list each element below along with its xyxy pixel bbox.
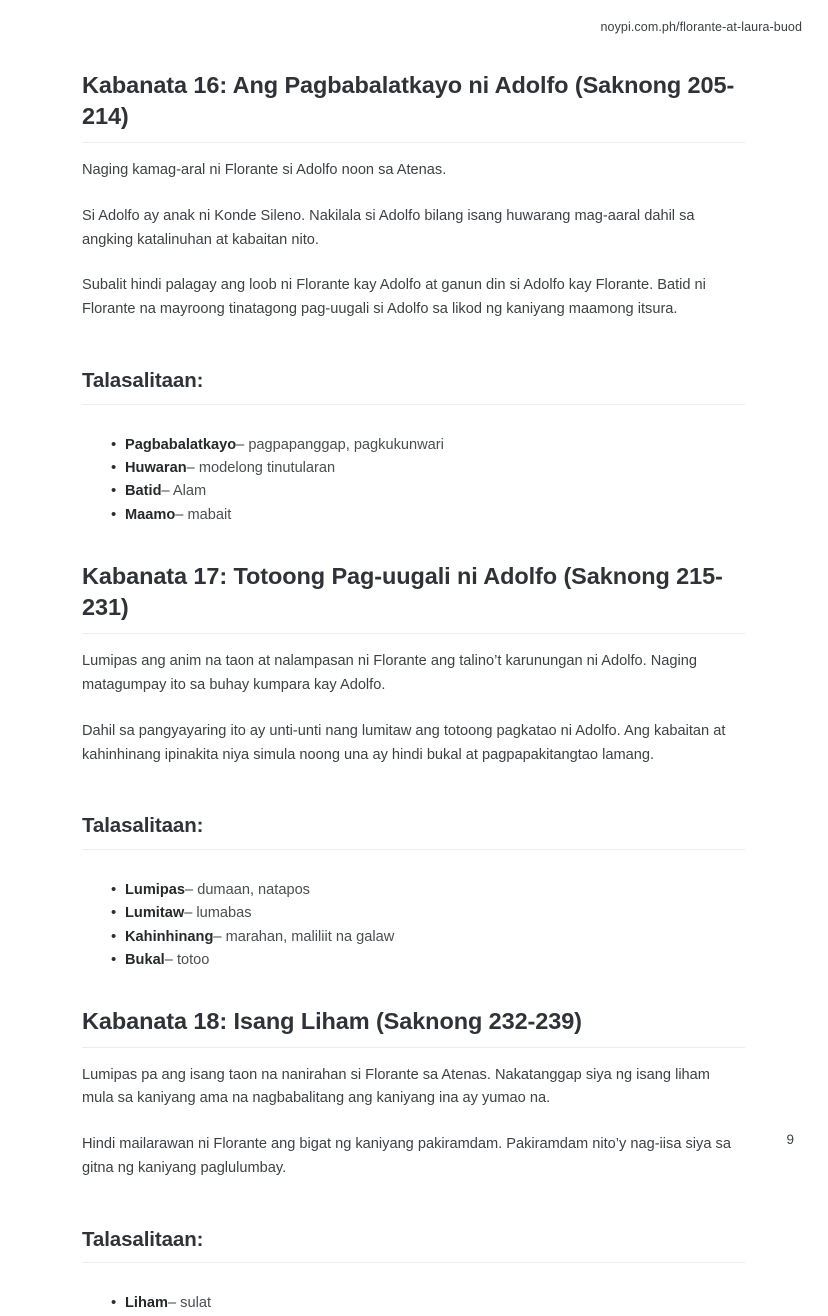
list-item [82, 480, 745, 503]
vocabulary-term: Kahinhinang [125, 928, 214, 945]
term-separator: – [213, 928, 222, 945]
chapter-section-16 [82, 70, 745, 527]
spacer [82, 527, 745, 561]
paragraph: Lumipas pa ang isang taon na nanirahan si Florante sa Atenas. Nakatanggap siya ng isang liham mula sa kaniyang ama na nagbabalitang ang kaniyang ina ay yumao na. [82, 1066, 710, 1107]
spacer [82, 973, 745, 1006]
chapter-heading: Kabanata 16: Ang Pagbabalatkayo ni Adolfo (Saknong 205-214) [82, 72, 735, 130]
vocabulary-list [82, 879, 745, 972]
vocabulary-definition: pagpapanggap, pagkukunwari [248, 436, 444, 453]
vocabulary-term: Huwaran [125, 459, 187, 476]
vocabulary-definition: modelong tinutularan [198, 459, 336, 476]
vocabulary-term: Lumitaw [125, 905, 185, 922]
vocabulary-definition: totoo [176, 952, 210, 969]
heading-divider [82, 142, 745, 143]
spacer [82, 788, 745, 813]
page-number: 9 [786, 1132, 794, 1147]
vocabulary-heading: Talasalitaan: [82, 368, 204, 392]
paragraph: Dahil sa pangyayaring ito ay unti-unti nang lumitaw ang totoong pagkatao ni Adolfo. Ang kabaitan at kahinhinang ipinakita niya simula noong una ay hindi bukal at pagpapakitangtao lamang. [82, 722, 726, 763]
chapter-heading: Kabanata 18: Isang Liham (Saknong 232-239) [82, 1007, 582, 1034]
vocabulary-heading: Talasalitaan: [82, 814, 204, 838]
heading-divider [82, 404, 745, 405]
term-separator: – [184, 905, 193, 922]
list-item [82, 457, 745, 480]
list-item [82, 879, 745, 902]
spacer [82, 1279, 745, 1292]
term-separator: – [175, 506, 184, 523]
spacer [82, 1202, 745, 1227]
list-item [82, 902, 745, 925]
vocabulary-list [82, 1292, 745, 1315]
list-item [82, 949, 745, 972]
term-separator: – [167, 1295, 177, 1312]
term-separator: – [186, 459, 195, 476]
vocabulary-definition: dumaan, natapos [197, 882, 310, 898]
list-item [82, 926, 745, 949]
vocabulary-definition: marahan, maliliit na galaw [225, 928, 395, 945]
spacer [82, 343, 745, 368]
paragraph: Naging kamag-aral ni Florante si Adolfo noon sa Atenas. [82, 162, 447, 179]
vocabulary-definition: lumabas [196, 905, 252, 922]
list-item [82, 504, 745, 527]
paragraph: Hindi mailarawan ni Florante ang bigat ng kaniyang pakiramdam. Pakiramdam nito’y nag-iisa siya sa gitna ng kaniyang paglulumbay. [82, 1136, 731, 1176]
vocabulary-heading: Talasalitaan: [82, 1227, 204, 1251]
vocabulary-term: Lumipas [125, 882, 186, 898]
document-content [82, 70, 745, 1316]
heading-divider [82, 849, 745, 850]
term-separator: – [161, 483, 170, 500]
vocabulary-term: Pagbabalatkayo [125, 436, 237, 453]
vocabulary-definition: mabait [187, 506, 232, 523]
vocabulary-definition: sulat [180, 1295, 211, 1312]
term-separator: – [236, 436, 245, 453]
heading-divider [82, 1047, 745, 1048]
header-url: noypi.com.ph/florante-at-laura-buod [600, 20, 802, 34]
vocabulary-list [82, 434, 745, 527]
chapter-heading: Kabanata 17: Totoong Pag-uugali ni Adolfo (Saknong 215-231) [82, 563, 723, 621]
vocabulary-term: Batid [125, 483, 162, 500]
list-item [82, 434, 745, 457]
spacer [82, 866, 745, 879]
vocabulary-term: Bukal [125, 952, 165, 969]
list-item [82, 1292, 745, 1315]
paragraph: Lumipas ang anim na taon at nalampasan ni Florante ang talino’t karunungan ni Adolfo. Naging matagumpay ito sa buhay kumpara kay Adolfo. [82, 653, 697, 694]
heading-divider [82, 633, 745, 634]
term-separator: – [185, 882, 194, 898]
term-separator: – [164, 952, 173, 969]
heading-divider [82, 1262, 745, 1263]
spacer [82, 421, 745, 434]
vocabulary-term: Maamo [125, 506, 176, 523]
paragraph: Si Adolfo ay anak ni Konde Sileno. Nakilala si Adolfo bilang isang huwarang mag-aaral dahil sa angking katalinuhan at kabaitan nito. [82, 207, 695, 248]
paragraph: Subalit hindi palagay ang loob ni Florante kay Adolfo at ganun din si Adolfo kay Florante. Batid ni Florante na mayroong tinatagong pag-uugali si Adolfo sa likod ng kaniyang maamong itsura. [82, 277, 706, 318]
vocabulary-term: Liham [125, 1295, 168, 1312]
vocabulary-definition: Alam [172, 483, 207, 500]
chapter-section-17 [82, 561, 745, 972]
chapter-section-18 [82, 1006, 745, 1316]
